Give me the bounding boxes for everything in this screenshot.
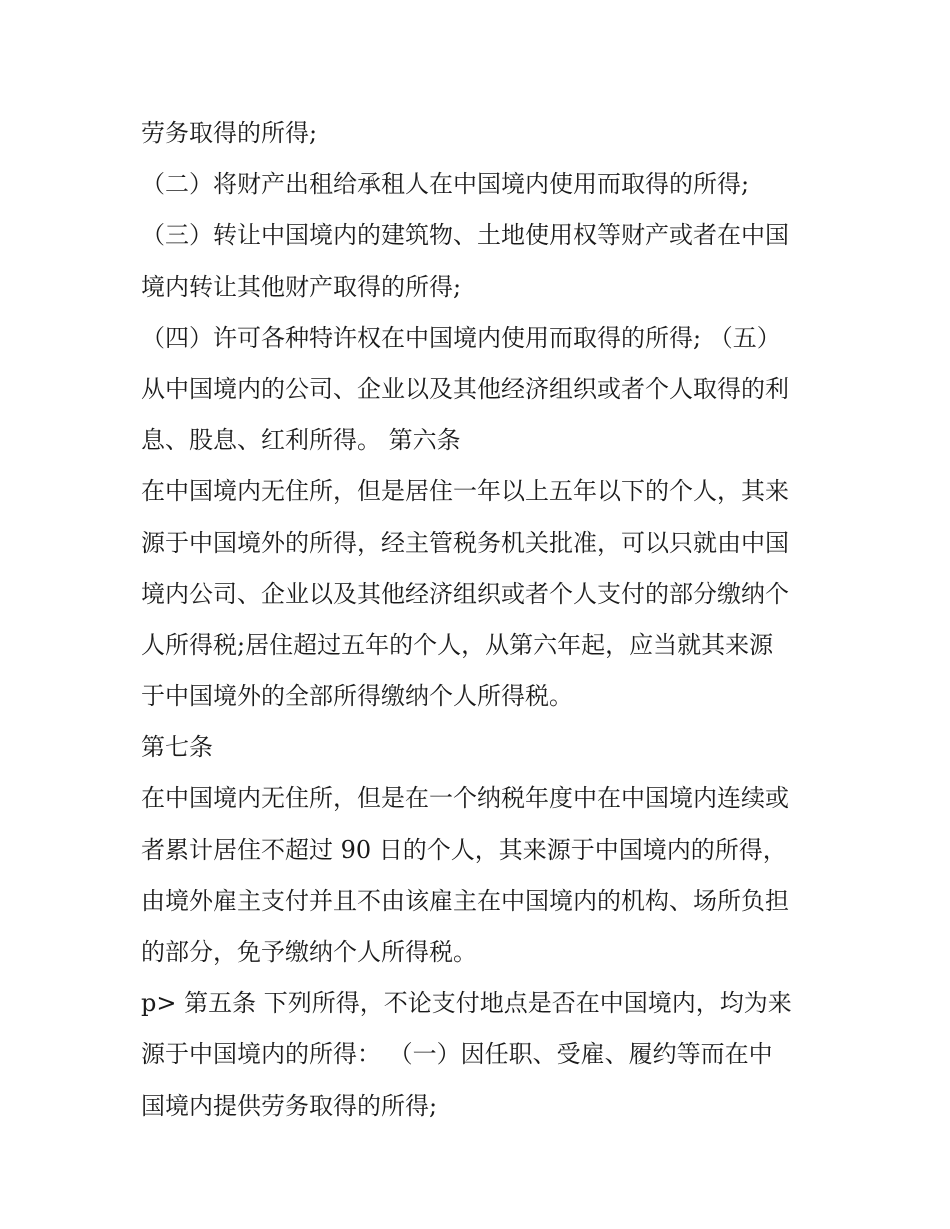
text-line: 境内公司、企业以及其他经济组织或者个人支付的部分缴纳个 — [141, 579, 789, 608]
text-line: 人所得税;居住超过五年的个人，从第六年起，应当就其来源 — [141, 630, 774, 659]
text-line: p> 第五条 下列所得，不论支付地点是否在中国境内，均为来 — [141, 989, 792, 1018]
text-line: 境内转让其他财产取得的所得; — [141, 272, 462, 301]
text-line: 在中国境内无住所，但是在一个纳税年度中在中国境内连续或 — [141, 784, 789, 813]
text-line: 的部分，免予缴纳个人所得税。 — [141, 938, 477, 966]
text-line: 由境外雇主支付并且不由该雇主在中国境内的机构、场所负担 — [141, 886, 789, 915]
section-heading: 第七条 — [141, 733, 213, 762]
text-line: 国境内提供劳务取得的所得; — [141, 1091, 438, 1120]
text-line: （二）将财产出租给承租人在中国境内使用而取得的所得; — [141, 170, 750, 199]
text-line: 在中国境内无住所，但是居住一年以上五年以下的个人，其来 — [141, 477, 789, 506]
text-line: 源于中国境外的所得，经主管税务机关批准，可以只就由中国 — [141, 528, 789, 557]
text-line: （四）许可各种特许权在中国境内使用而取得的所得; （五） — [141, 323, 781, 352]
text-line: 息、股息、红利所得。 第六条 — [141, 426, 461, 455]
document-body — [141, 108, 831, 1132]
text-line: 劳务取得的所得; — [141, 119, 318, 147]
text-line: 于中国境外的全部所得缴纳个人所得税。 — [141, 682, 573, 711]
text-line: 者累计居住不超过 90 日的个人，其来源于中国境内的所得， — [141, 835, 787, 864]
text-line: 源于中国境内的所得： （一）因任职、受雇、履约等而在中 — [141, 1040, 773, 1069]
text-line: （三）转让中国境内的建筑物、土地使用权等财产或者在中国 — [141, 221, 789, 250]
text-line: 从中国境内的公司、企业以及其他经济组织或者个人取得的利 — [141, 374, 789, 403]
